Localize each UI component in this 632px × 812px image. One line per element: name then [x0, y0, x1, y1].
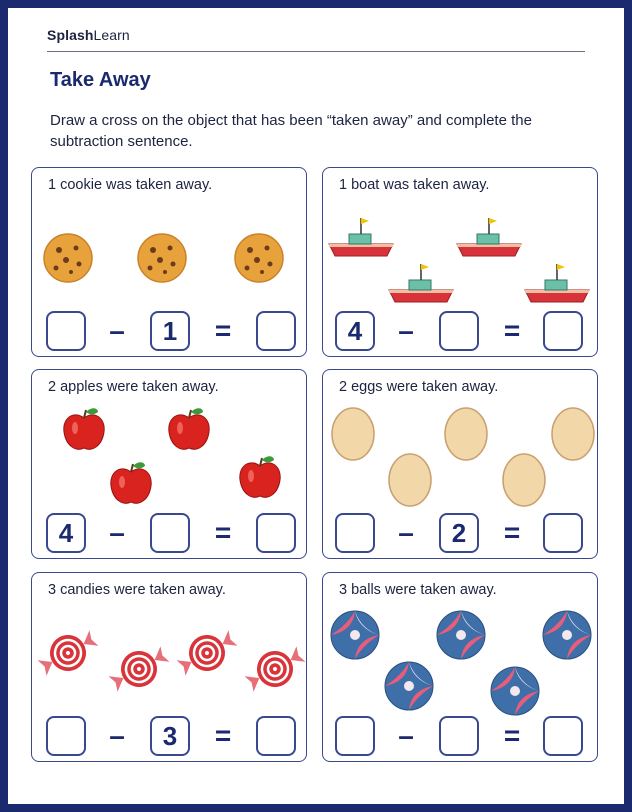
minus-sign: –: [398, 720, 414, 751]
candy-icon[interactable]: [33, 622, 103, 683]
problem-card-boats: [322, 167, 598, 357]
equals-sign: =: [503, 315, 521, 346]
boat-icon[interactable]: [525, 264, 589, 302]
apple-icon[interactable]: [169, 408, 209, 449]
minuend-box[interactable]: [335, 716, 375, 756]
minus-sign: –: [109, 720, 125, 751]
subtrahend-box[interactable]: 3: [150, 716, 190, 756]
instruction-text: Draw a cross on the object that has been “taken away” and complete the subtraction sentence.: [50, 112, 532, 150]
equals-sign: =: [214, 517, 232, 548]
boat-icon[interactable]: [389, 264, 453, 302]
difference-box[interactable]: [543, 513, 583, 553]
problem-caption: 1 boat was taken away.: [339, 177, 490, 193]
egg-icon[interactable]: [503, 454, 545, 506]
ball-icon[interactable]: [331, 611, 379, 659]
boat-icon[interactable]: [329, 218, 393, 256]
problem-card-apples: [31, 369, 307, 559]
minuend-box[interactable]: [46, 716, 86, 756]
subtrahend-box[interactable]: [439, 716, 479, 756]
egg-icon[interactable]: [389, 454, 431, 506]
brand-name-bold: Splash: [47, 27, 94, 43]
equals-sign: =: [503, 720, 521, 751]
apple-icon[interactable]: [111, 462, 151, 503]
apple-icon[interactable]: [240, 456, 280, 497]
minuend-box[interactable]: [335, 513, 375, 553]
brand-logo: [47, 27, 130, 43]
ball-icon[interactable]: [437, 611, 485, 659]
ball-icon[interactable]: [491, 667, 539, 715]
minuend-box[interactable]: 4: [46, 513, 86, 553]
apple-icon[interactable]: [64, 408, 104, 449]
problem-caption: 1 cookie was taken away.: [48, 177, 213, 193]
equals-sign: =: [214, 720, 232, 751]
problem-caption: 2 eggs were taken away.: [339, 379, 499, 395]
subtrahend-box[interactable]: 2: [439, 513, 479, 553]
minus-sign: –: [109, 315, 125, 346]
egg-icon[interactable]: [552, 408, 594, 460]
problem-card-balls: [322, 572, 598, 762]
problem-caption: 2 apples were taken away.: [48, 379, 219, 395]
egg-icon[interactable]: [445, 408, 487, 460]
subtrahend-box[interactable]: [150, 513, 190, 553]
difference-box[interactable]: [543, 311, 583, 351]
problem-caption: 3 candies were taken away.: [48, 582, 226, 598]
difference-box[interactable]: [256, 513, 296, 553]
problem-card-cookies: [31, 167, 307, 357]
subtraction-sentence: [32, 513, 308, 557]
subtraction-sentence: [323, 513, 599, 557]
problem-caption: 3 balls were taken away.: [339, 582, 497, 598]
subtrahend-box[interactable]: 1: [150, 311, 190, 351]
difference-box[interactable]: [543, 716, 583, 756]
minus-sign: –: [398, 315, 414, 346]
problem-card-candies: [31, 572, 307, 762]
difference-box[interactable]: [256, 716, 296, 756]
cookie-icon[interactable]: [235, 234, 283, 282]
equals-sign: =: [214, 315, 232, 346]
minus-sign: –: [398, 517, 414, 548]
boat-icon[interactable]: [457, 218, 521, 256]
candy-icon[interactable]: [104, 638, 174, 699]
difference-box[interactable]: [256, 311, 296, 351]
header-divider: [47, 51, 585, 52]
brand-name-light: Learn: [93, 27, 130, 43]
candy-icon[interactable]: [240, 638, 308, 699]
subtraction-sentence: [32, 716, 308, 760]
problem-card-eggs: [322, 369, 598, 559]
minuend-box[interactable]: [46, 311, 86, 351]
equals-sign: =: [503, 517, 521, 548]
minus-sign: –: [109, 517, 125, 548]
subtraction-sentence: [323, 716, 599, 760]
subtraction-sentence: [323, 311, 599, 355]
subtraction-sentence: [32, 311, 308, 355]
subtrahend-box[interactable]: [439, 311, 479, 351]
egg-icon[interactable]: [332, 408, 374, 460]
worksheet: [8, 8, 624, 804]
cookie-icon[interactable]: [138, 234, 186, 282]
minuend-box[interactable]: 4: [335, 311, 375, 351]
ball-icon[interactable]: [543, 611, 591, 659]
ball-icon[interactable]: [385, 662, 433, 710]
cookie-icon[interactable]: [44, 234, 92, 282]
candy-icon[interactable]: [172, 622, 242, 683]
page-title: Take Away: [50, 69, 151, 91]
